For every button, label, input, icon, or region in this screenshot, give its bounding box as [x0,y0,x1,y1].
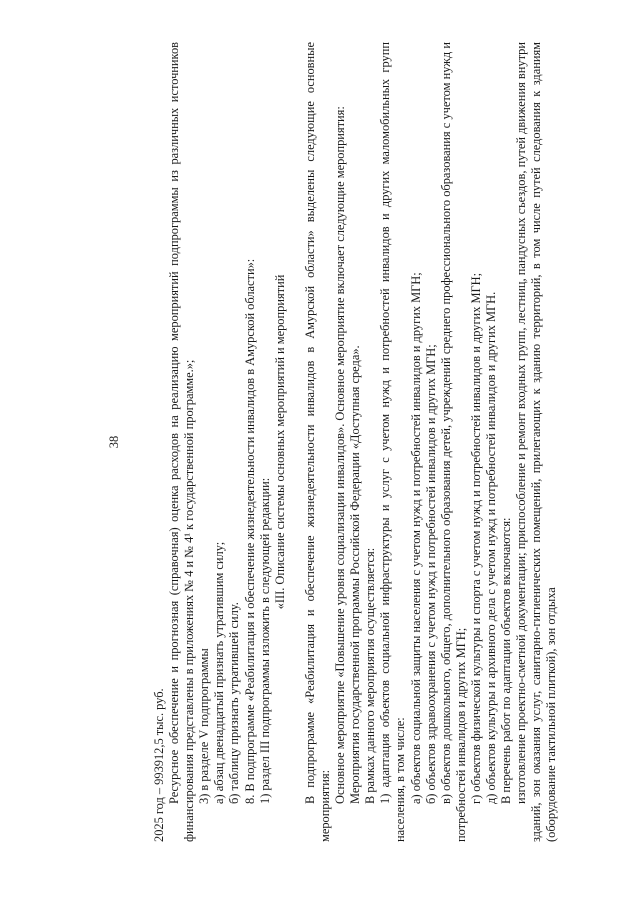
blank-line [288,42,303,842]
paragraph: б) объектов здравоохранения с учетом нужд и потребностей инвалидов и других МГН; [423,344,438,804]
paragraph: 2025 год – 993912,5 тыс. руб. [152,688,166,842]
paragraph: в) объектов дошкольного, общего, дополнительного образования детей, учреждений среднего профессионального образования с учетом нужд и потребностей инвалидов и других МГН; [438,42,468,842]
paragraph: а) объектов социальной защиты населения с учетом нужд и потребностей инвалидов и других МГН; [408,272,423,804]
paragraph: В перечень работ по адаптации объектов включаются: [499,517,514,804]
paragraph: изготовление проектно-сметной документации; приспособление и ремонт входных групп, лестниц, пандусных съездов, путей движения внутри зданий, зон оказания услуг, санитарно-гигиенических помещений, прилегающих к зданию территорий, в том числе путей следования к зданиям (оборудование тактильной плиткой), зон отдыха [514,42,559,842]
paragraph: 8. В подпрограмме «Реабилитация и обеспечение жизнедеятельности инвалидов в Амурской области»: [242,258,257,804]
paragraph: Мероприятия государственной программы Российской Федерации «Доступная среда». [348,345,363,804]
paragraph: а) абзац двенадцатый признать утратившим силу; [212,541,227,804]
document-body [152,42,559,842]
section-heading: «III. Описание системы основных мероприятий и мероприятий [272,274,287,610]
paragraph: Основное мероприятие «Повышение уровня социализации инвалидов». Основное мероприятие включает следующие мероприятия: [333,106,348,804]
paragraph: 3) в разделе V подпрограммы [197,648,212,804]
page-number: 38 [107,435,121,449]
paragraph: г) объектов физической культуры и спорта с учетом нужд и потребностей инвалидов и других МГН; [468,272,483,804]
paragraph: 1) адаптация объектов социальной инфраструктуры и услуг с учетом нужд и потребностей инвалидов и других маломобильных групп населения, в том числе: [378,42,408,842]
paragraph: Ресурсное обеспечение и прогнозная (справочная) оценка расходов на реализацию мероприятий подпрограммы из различных источников финансирования представлены в приложениях № 4 и № 4¹ к государственной программе.»; [167,42,197,842]
paragraph: В подпрограмме «Реабилитация и обеспечение жизнедеятельности инвалидов в Амурской области» выделены следующие основные мероприятия: [302,42,332,842]
paragraph: 1) раздел III подпрограммы изложить в следующей редакции: [257,477,272,804]
paragraph: д) объектов культуры и архивного дела с учетом нужд и потребностей инвалидов и других МГН. [483,291,498,804]
rotated-content [107,42,567,842]
paragraph: В рамках данного мероприятия осуществляется: [363,547,378,804]
paragraph: б) таблицу признать утратившей силу. [227,602,242,804]
